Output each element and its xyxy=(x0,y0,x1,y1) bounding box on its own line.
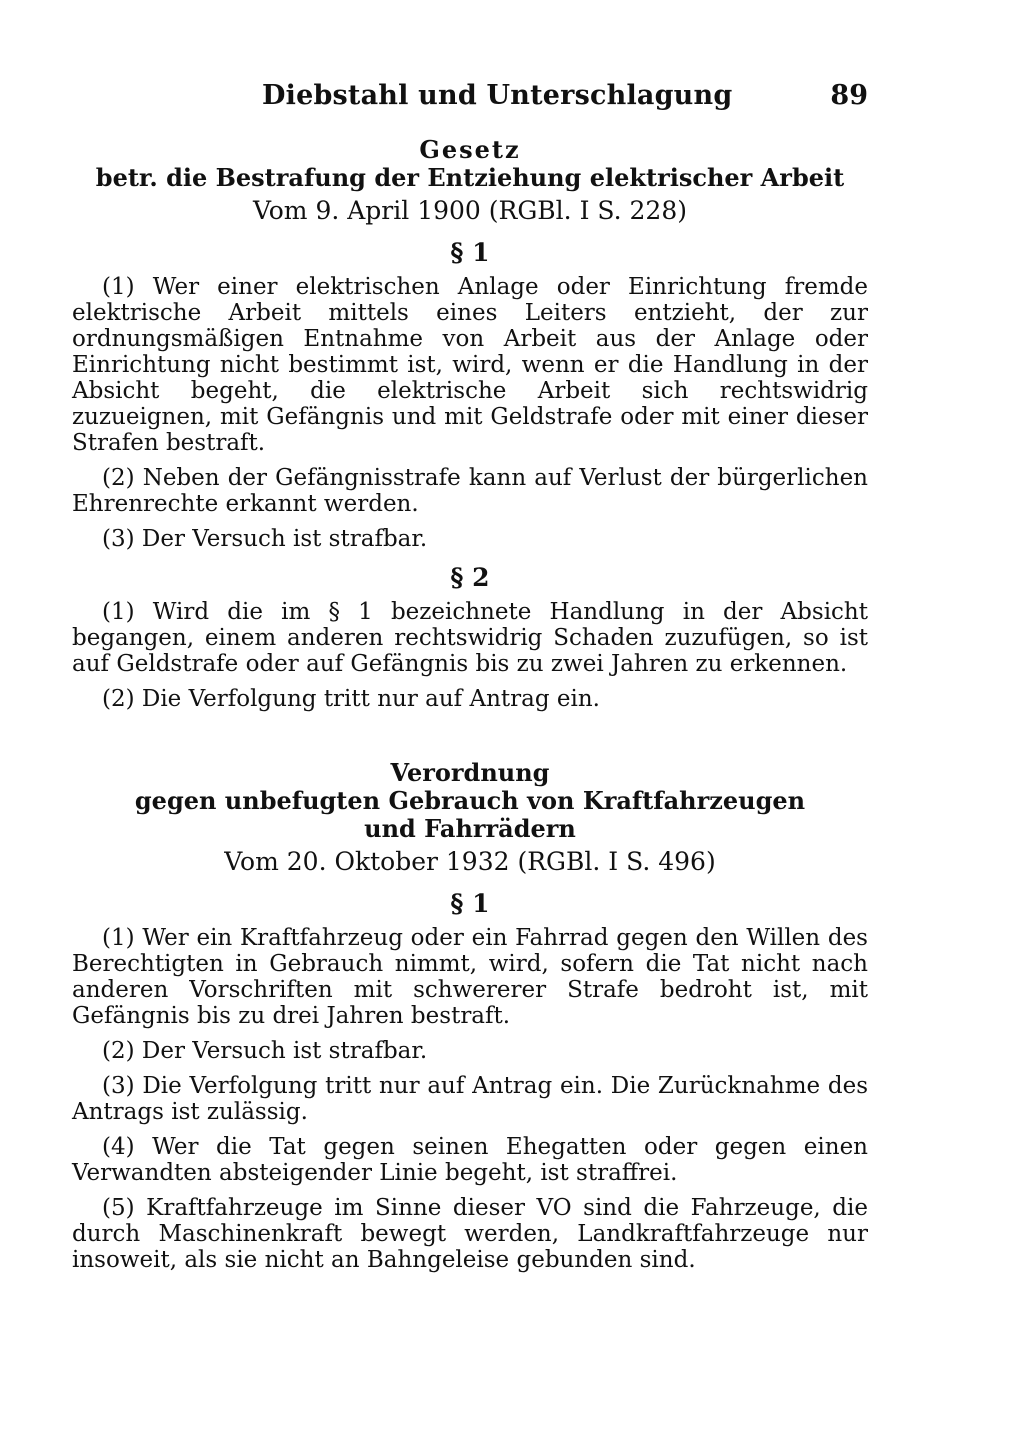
document-page xyxy=(72,80,868,1282)
paragraph: (4) Wer die Tat gegen seinen Ehegatten oder gegen einen Verwandten absteigender Linie begeht, ist straffrei. xyxy=(72,1134,868,1186)
running-title: Diebstahl und Unterschlagung xyxy=(262,80,733,111)
law-title-type: Gesetz xyxy=(419,135,521,164)
law-title-subject: betr. die Bestrafung der Entziehung elektrischer Arbeit xyxy=(95,163,845,192)
paragraph: (2) Neben der Gefängnisstrafe kann auf Verlust der bürgerlichen Ehrenrechte erkannt werden. xyxy=(72,465,868,517)
law-date: Vom 9. April 1900 (RGBl. I S. 228) xyxy=(252,196,687,225)
law-title-type: Verordnung xyxy=(390,758,550,787)
paragraph: (2) Der Versuch ist strafbar. xyxy=(102,1038,428,1064)
paragraph: (2) Die Verfolgung tritt nur auf Antrag ein. xyxy=(102,686,600,712)
law-title-subject: gegen unbefugten Gebrauch von Kraftfahrzeugen xyxy=(134,786,806,815)
law-vehicle-use xyxy=(72,759,868,1273)
paragraph: (1) Wer ein Kraftfahrzeug oder ein Fahrrad gegen den Willen des Berechtigten in Gebrauch nimmt, wird, sofern die Tat nicht nach anderen Vorschriften mit schwererer Strafe bedroht ist, mit Gefängnis bis zu drei Jahren bestraft. xyxy=(72,925,868,1029)
law-electric-energy xyxy=(72,136,868,712)
section-mark: § 2 xyxy=(450,563,490,592)
paragraph: (1) Wer einer elektrischen Anlage oder Einrichtung fremde elektrische Arbeit mittels eines Leiters entzieht, der zur ordnungsmäßigen Entnahme von Arbeit aus der Anlage oder Einrichtung nicht bestimmt ist, wird, wenn er die Handlung in der Absicht begeht, die elektrische Arbeit sich rechtswidrig zuzueignen, mit Gefängnis und mit Geldstrafe oder mit einer dieser Strafen bestraft. xyxy=(72,274,868,456)
section-mark: § 1 xyxy=(450,889,490,918)
paragraph: (3) Der Versuch ist strafbar. xyxy=(102,526,428,552)
law-date: Vom 20. Oktober 1932 (RGBl. I S. 496) xyxy=(224,847,716,876)
paragraph: (5) Kraftfahrzeuge im Sinne dieser VO sind die Fahrzeuge, die durch Maschinenkraft bewegt werden, Landkraftfahrzeuge nur insoweit, als sie nicht an Bahngeleise gebunden sind. xyxy=(72,1195,868,1273)
paragraph: (1) Wird die im § 1 bezeichnete Handlung in der Absicht begangen, einem anderen rechtswidrig Schaden zuzufügen, so ist auf Geldstrafe oder auf Gefängnis bis zu zwei Jahren zu erkennen. xyxy=(72,599,868,677)
section-gap xyxy=(72,721,868,759)
law-title-subject: und Fahrrädern xyxy=(364,814,576,843)
section-mark: § 1 xyxy=(450,238,490,267)
paragraph: (3) Die Verfolgung tritt nur auf Antrag ein. Die Zurücknahme des Antrags ist zulässig. xyxy=(72,1073,868,1125)
page-header xyxy=(72,80,868,120)
page-number: 89 xyxy=(830,80,868,111)
